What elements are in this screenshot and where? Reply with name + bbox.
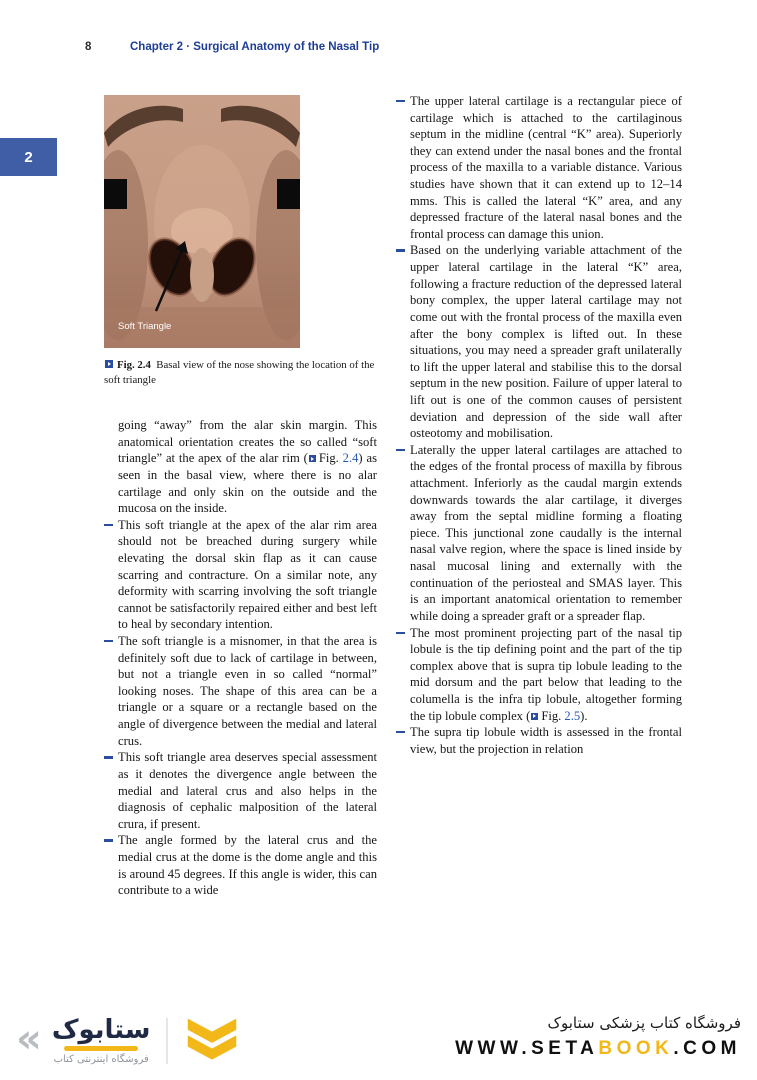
url-segment: .COM	[673, 1038, 741, 1059]
bullet-text-segment: The most prominent projecting part of the nasal tip lobule is the tip defining point and the part of the tip complex above that is supra tip lobule leading to the mid dorsum and the part below that leading to the columella is the infra tip lobule, altogether forming the tip lobule complex (	[410, 625, 682, 723]
nose-basal-photo-illustration	[104, 95, 300, 348]
bullet-item	[396, 442, 682, 625]
chevron-stack-icon	[184, 1016, 240, 1066]
soft-triangle-label: Soft Triangle	[118, 321, 172, 332]
url-segment: WWW.SETA	[455, 1038, 599, 1059]
watermark-footer	[0, 1008, 757, 1080]
divider	[166, 1018, 168, 1064]
chapter-header: Chapter 2 · Surgical Anatomy of the Nasal Tip	[130, 41, 380, 53]
bullet-text: The upper lateral cartilage is a rectangular piece of cartilage which is attached to the cartilaginous septum in the midline (central “K” area). Superiorly they can extend under the nasal bones and the frontal process of the maxilla to a variable distance. Various studies have shown that it can extend up to 12–14 mms. This is called the lateral “K” area, and any depressed fracture of the lateral nasal bones and the frontal process can damage this union.	[410, 94, 682, 241]
url-segment-highlight: BOOK	[598, 1038, 674, 1059]
fig-ref-icon	[531, 713, 538, 720]
bullet-text	[410, 625, 682, 725]
brand-wordmark	[51, 1014, 151, 1066]
fig-2-4-link[interactable]: 2.4	[342, 451, 359, 466]
bullet-dash-icon	[396, 249, 405, 251]
bullet-dash-icon	[396, 632, 405, 634]
bullet-dash-icon	[396, 449, 405, 451]
paragraph-text: going “away” from the alar skin margin. This anatomical orientation creates the so called “soft triangle” at the apex of the alar rim (	[118, 418, 377, 466]
figure-caption-text: Basal view of the nose showing the location of the soft triangle	[104, 359, 375, 386]
bullet-dash-icon	[104, 524, 113, 526]
bullet-dash-icon	[396, 731, 405, 733]
bullet-item	[104, 832, 377, 898]
fig-2-5-link[interactable]: 2.5	[564, 708, 581, 723]
fig-ref-word: Fig.	[318, 451, 343, 466]
bullet-item	[104, 517, 377, 633]
bullet-item	[396, 242, 682, 441]
bullet-text: The supra tip lobule width is assessed in the frontal view, but the projection in relation	[410, 725, 682, 756]
footer-store-info	[455, 1014, 741, 1060]
paragraph-text: ) as seen in the basal view, where there is no alar cartilage and only skin on the outside and the mucosa on the inside.	[118, 451, 377, 516]
bullet-dash-icon	[104, 640, 113, 642]
website-url[interactable]	[455, 1038, 741, 1060]
bullet-text: The angle formed by the lateral crus and the medial crus at the dome is the dome angle and this is around 45 degrees. If this angle is wider, this can contribute to a wide	[118, 833, 377, 898]
figure-marker-icon	[105, 360, 113, 368]
fig-ref-icon	[309, 455, 316, 462]
bullet-item	[396, 625, 682, 725]
bullet-item	[396, 93, 682, 242]
bullet-dash-icon	[396, 100, 405, 102]
page-number: 8	[85, 41, 92, 53]
store-description: فروشگاه کتاب پزشکی ستابوک	[547, 1014, 741, 1032]
figure-2-4	[104, 95, 377, 387]
double-chevron-icon: «	[16, 1016, 42, 1062]
nose-basal-photo	[104, 95, 300, 348]
bullet-text: Based on the underlying variable attachment of the upper lateral cartilage in the lateral “K” area, following a fracture reduction of the depressed lateral bony complex, the upper lateral cartilage may not come out with the frontal process of the maxilla even after the bony complex is lifted out. In these situations, you may need a spreader graft unilaterally to lift the upper lateral and stabilise this to the dorsal septum in the new position. Failure of upper lateral to lift out is one of the common causes of persistent deviation and depression of the side wall after osteotomy and mobilisation.	[410, 243, 682, 441]
figure-caption-label: Fig. 2.4	[117, 359, 151, 371]
setabook-logo	[16, 1016, 240, 1066]
figure-caption	[104, 358, 377, 387]
bullet-dash-icon	[104, 756, 113, 758]
right-column	[396, 93, 682, 1007]
censor-bar-right	[277, 179, 300, 209]
bullet-text: Laterally the upper lateral cartilages are attached to the edges of the frontal process of maxilla by fibrous attachment. Inferiorly as the caudal margin extends downwards towards the alar cartilage, it diverges away from the septal midline forming a floating piece. This junctional zone caudally is the internal nasal valve region, where the space is lined inside by nasal mucosal lining and externally with the continuation of the periosteal and SMAS layer. This is an important anatomical orientation to remember while doing a spreader graft or a spreader flap.	[410, 442, 682, 623]
bullet-item	[104, 749, 377, 832]
chapter-side-tab-label: 2	[24, 148, 33, 166]
brand-subtitle: فروشگاه اینترنتی کتاب	[53, 1054, 149, 1066]
fig-ref-word: Fig.	[541, 708, 565, 723]
censor-bar-left	[104, 179, 127, 209]
brand-name: ستابوک	[51, 1014, 151, 1045]
columella	[190, 248, 214, 302]
bullet-text: The soft triangle is a misnomer, in that the area is definitely soft due to lack of cartilage in between, but not a triangle even in so called “normal” looking noses. The shape of this area can be a triangle or a square or a rectangle based on the angle of divergence between the medial and lateral crus.	[118, 634, 377, 748]
bullet-text: This soft triangle area deserves special assessment as it denotes the divergence angle between the medial and lateral crus and also helps in the diagnosis of cephalic malposition of the lateral crura, if present.	[118, 750, 377, 831]
continuation-paragraph	[104, 417, 377, 517]
bullet-text-segment: ).	[580, 708, 588, 723]
bullet-item	[104, 633, 377, 749]
left-column	[104, 95, 377, 1007]
bullet-text: This soft triangle at the apex of the alar rim area should not be breached during surgery while elevating the dorsal skin flap as it can cause scarring and contracture. On a similar note, any deformity with scarring involving the soft triangle cannot be satisfactorily repaired either and best left to heal by secondary intention.	[118, 517, 377, 632]
chapter-side-tab	[0, 138, 57, 176]
bullet-item	[396, 724, 682, 757]
bullet-dash-icon	[104, 839, 113, 841]
brand-underline-swoosh	[64, 1046, 138, 1051]
